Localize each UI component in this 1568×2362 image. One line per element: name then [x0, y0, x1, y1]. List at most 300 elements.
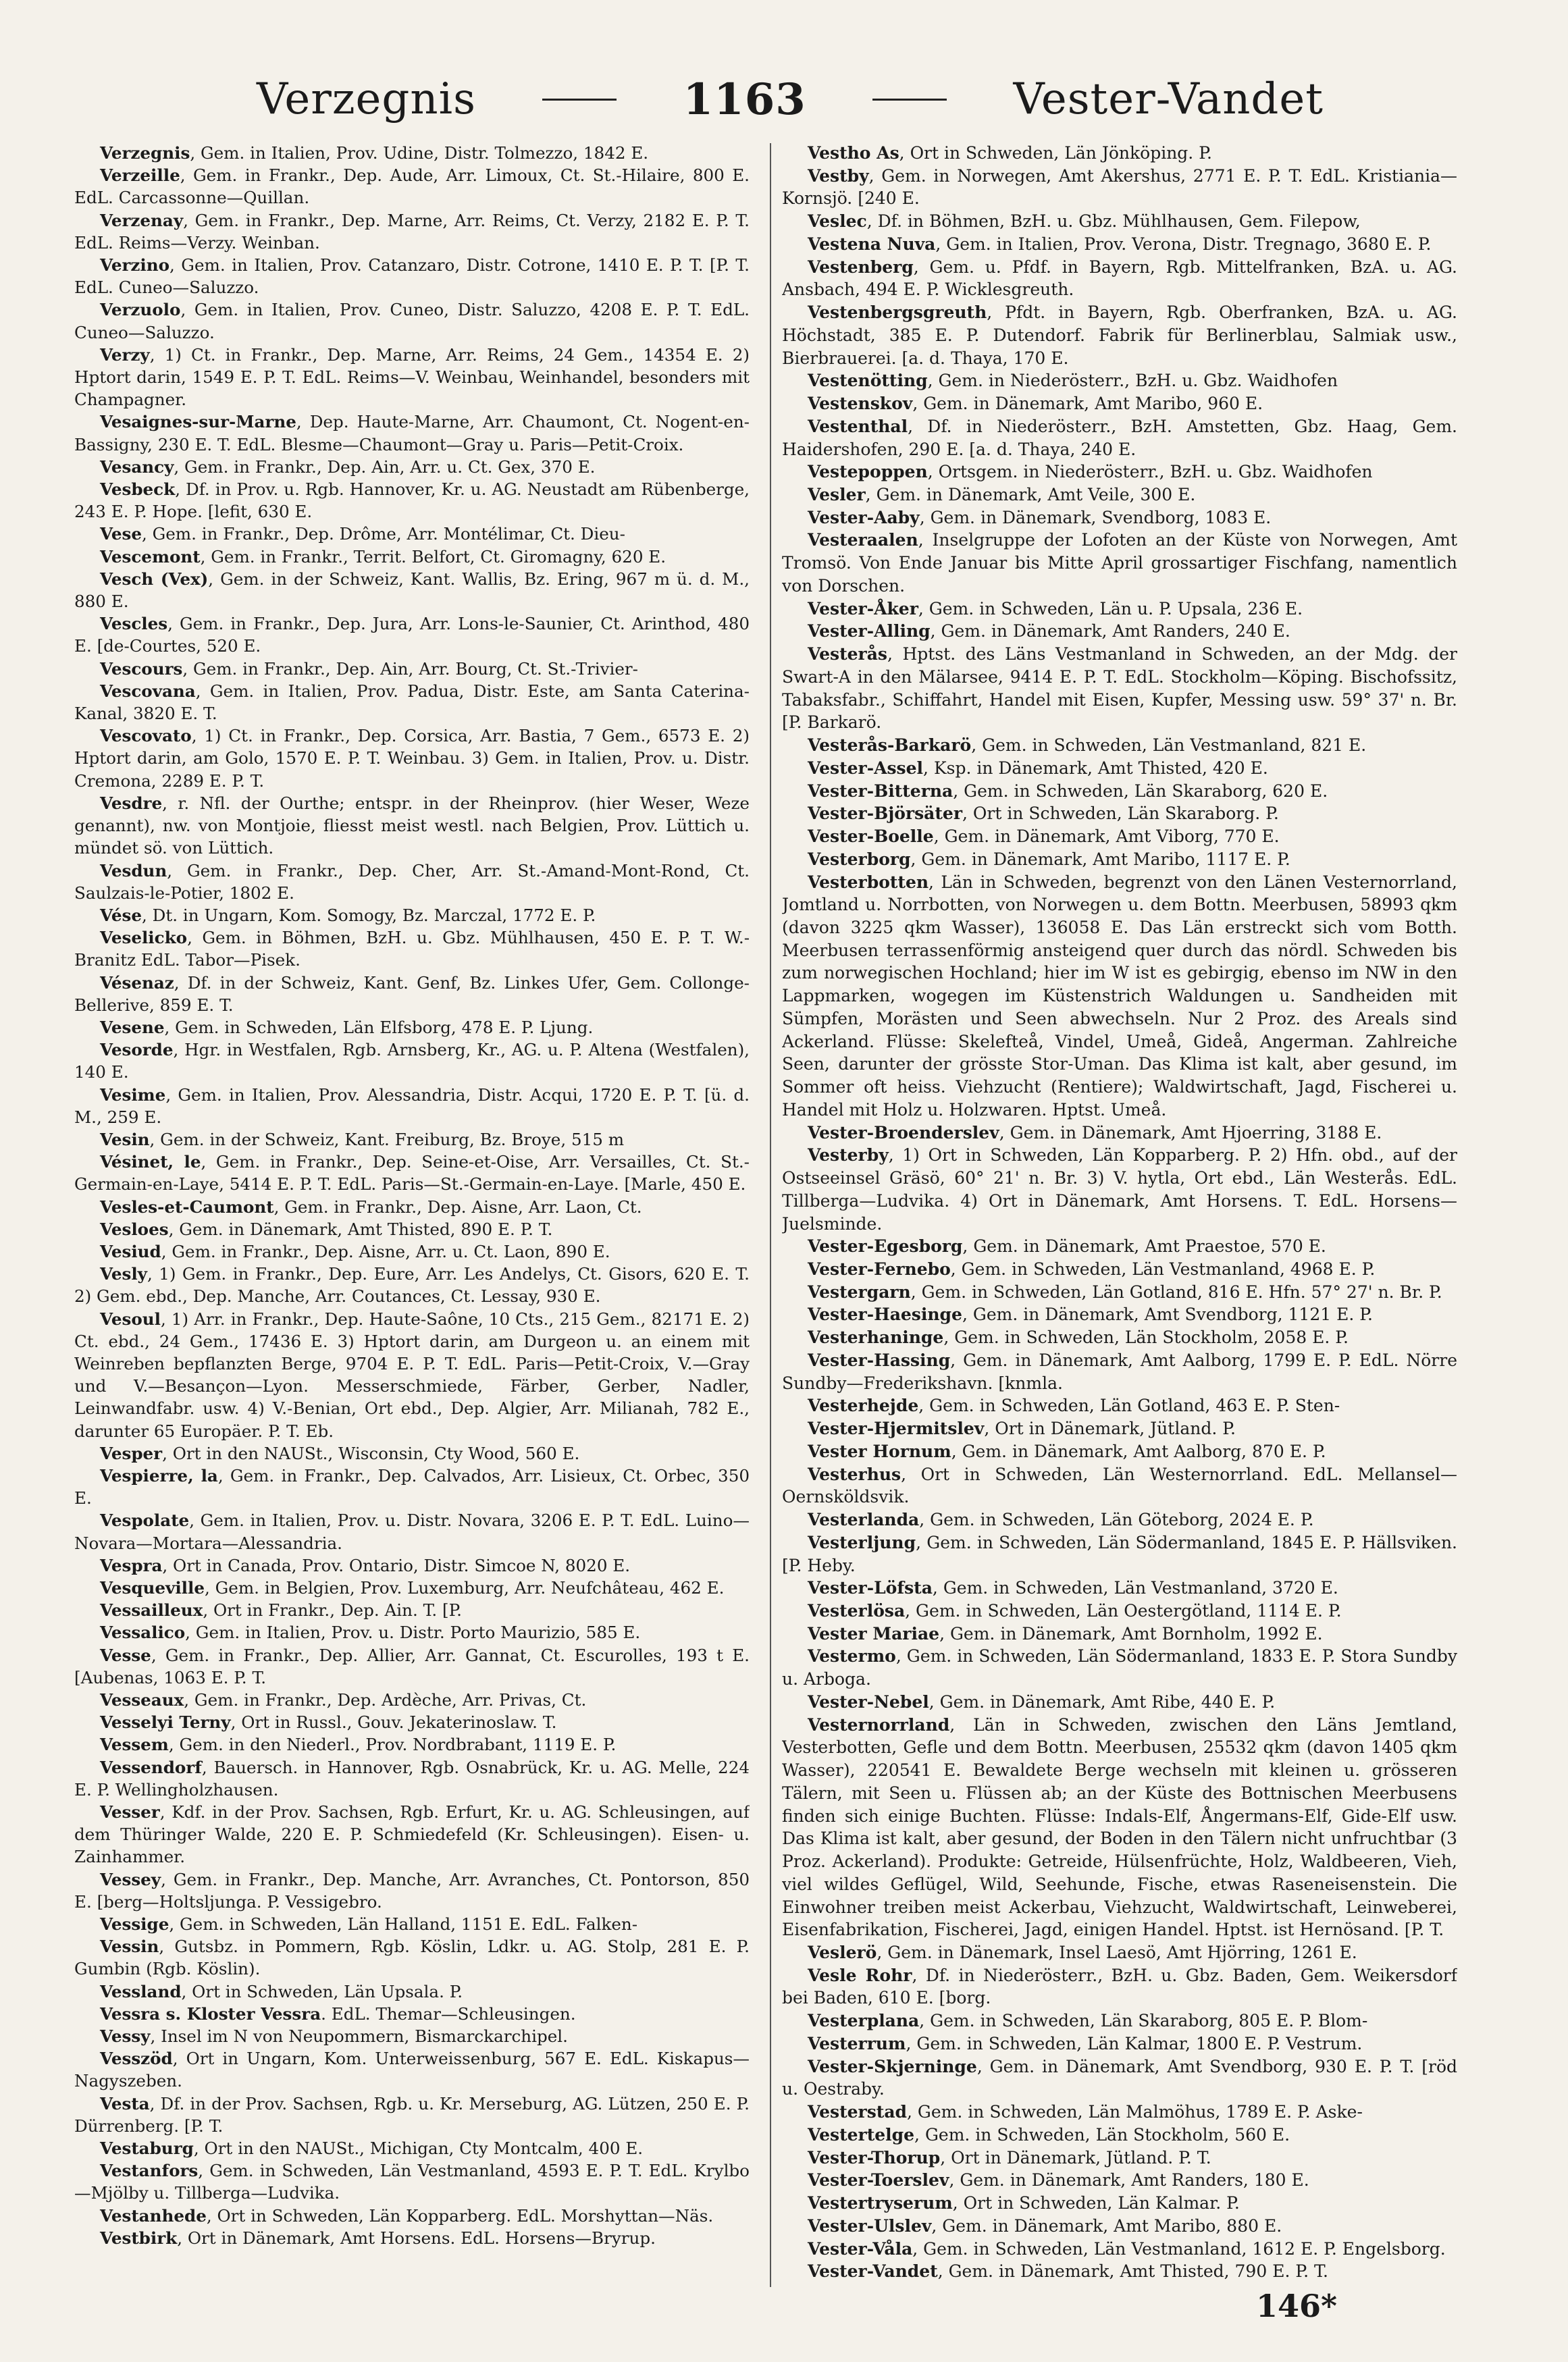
entry-text: , Gem. in Dänemark, Amt Bornholm, 1992 E.: [939, 1623, 1323, 1644]
dictionary-entry: [74, 725, 750, 792]
dictionary-entry: [782, 2010, 1457, 2032]
dictionary-entry: [74, 568, 750, 612]
entry-text: , Gem. in Frankr., Dep. Allier, Arr. Gannat, Ct. Escurolles, 193 t E. [Aubenas, 1063 E. P. T.: [74, 1645, 750, 1687]
entry-headword: Vesterhejde: [808, 1396, 919, 1416]
dictionary-entry: [74, 1263, 750, 1307]
entry-text: , Ort in den NAUSt., Wisconsin, Cty Wood, 560 E.: [162, 1443, 580, 1463]
entry-text: , 1) Ort in Schweden, Län Kopparberg. P. 2) Hfn. obd., auf der Ostseeinsel Gräsö, 60° 21' n. Br. 3) V. hytla, Ort ebd., Län Westerås. EdL. Tillberga—Ludvika. 4) Ort in Dänemark, Amt Horsens. T. EdL. Horsens—Juelsminde.: [782, 1145, 1457, 1234]
entry-text: , Län in Schweden, begrenzt von den Länen Vesternorrland, Jomtland u. Norrbotten, von Norwegen u. dem Bottn. Meerbusen, 58993 qkm (davon 3225 qkm Wasser), 136058 E. Das Län erstreckt sich vom Botth. Meerbusen terrassenförmig ansteigend quer durch das nördl. Schweden bis zum norwegischen Hochland; hier im W ist es gebirgig, ebenso im NW in den Lappmarken, wogegen im Küstenstrich Waldungen u. Sandheiden mit Sümpfen, Morästen und Seen abwechseln. Nur 2 Proz. des Areals sind Ackerland. Flüsse: Skelefteå, Vindel, Umeå, Gideå, Angerman. Zahlreiche Seen, darunter der grösste Stor-Uman. Das Klima ist kalt, aber gesund, im Sommer oft heiss. Viehzucht (Rentiere); Waldwirtschaft, Jagd, Fischerei u. Handel mit Holz u. Holzwaren. Hptst. Umeå.: [782, 872, 1457, 1120]
entry-headword: Vesterlösa: [808, 1601, 906, 1621]
entry-headword: Vesterplana: [808, 2011, 920, 2031]
entry-text: , Ort in Dänemark, Jütland. P.: [984, 1419, 1236, 1439]
entry-headword: Vesime: [100, 1084, 166, 1105]
dictionary-entry: [74, 1711, 750, 1733]
entry-headword: Verzy: [100, 344, 150, 365]
dictionary-entry: [782, 529, 1457, 597]
entry-text: , Gem. in Dänemark, Insel Laesö, Amt Hjörring, 1261 E.: [877, 1943, 1357, 1963]
dictionary-entry: [782, 1303, 1457, 1326]
dictionary-entry: [782, 825, 1457, 848]
entry-text: , Gem. in der Schweiz, Kant. Wallis, Bz. Ering, 967 m ü. d. M., 880 E.: [74, 569, 750, 612]
entry-text: , Gem. in Schweden, Län Vestmanland, 821 E.: [971, 735, 1367, 756]
entry-headword: Vestepoppen: [808, 462, 928, 482]
dictionary-entry: [74, 972, 750, 1016]
entry-text: , Ort in Ungarn, Kom. Unterweissenburg, 567 E. EdL. Kiskapus—Nagyszeben.: [74, 2049, 750, 2091]
entry-text: , Ort in Schweden, Län Kalmar. P.: [952, 2193, 1240, 2213]
dictionary-entry: [782, 1508, 1457, 1531]
entry-headword: Vestertelge: [808, 2124, 915, 2145]
entry-text: , r. Nfl. der Ourthe; entspr. in der Rheinprov. (hier Weser, Weze genannt), nw. von Montjoie, fliesst meist westl. nach Belgien, Prov. Lüttich u. mündet sö. von Lüttich.: [74, 793, 750, 858]
entry-headword: Vesterlanda: [808, 1510, 920, 1530]
dictionary-entry: [782, 2192, 1457, 2215]
dictionary-entry: [782, 1463, 1457, 1508]
entry-text: , Gem. in Schweden, Län Skaraborg, 620 E.: [953, 781, 1328, 801]
entry-headword: Vesene: [100, 1017, 165, 1037]
entry-headword: Vestenthal: [808, 416, 908, 436]
entry-headword: Vespra: [100, 1555, 163, 1575]
entry-headword: Vespolate: [100, 1511, 190, 1531]
dictionary-entry: [74, 1465, 750, 1509]
entry-text: , Ortsgem. in Niederösterr., BzH. u. Gbz. Waidhofen: [927, 462, 1373, 482]
entry-headword: Vestho As: [808, 143, 899, 163]
dictionary-entry: [782, 1531, 1457, 1577]
entry-text: , Gem. in Frankr., Dep. Marne, Arr. Reims, Ct. Verzy, 2182 E. P. T. EdL. Reims—Verzy. Weinban.: [74, 210, 750, 253]
entry-headword: Vesper: [100, 1443, 163, 1463]
dictionary-entry: [74, 2159, 750, 2204]
dictionary-entry: [782, 2215, 1457, 2238]
dictionary-entry: [74, 2025, 750, 2047]
dictionary-entry: [782, 301, 1457, 369]
dictionary-entry: [782, 848, 1457, 871]
dictionary-entry: [782, 142, 1457, 165]
entry-text: , Gem. in Belgien, Prov. Luxemburg, Arr. Neufchâteau, 462 E.: [205, 1578, 725, 1598]
dictionary-entry: [74, 658, 750, 680]
entry-text: , Df. in Niederösterr., BzH. u. Gbz. Baden, Gem. Weikersdorf bei Baden, 610 E. [borg.: [782, 1965, 1457, 2008]
entry-text: , Hptst. des Läns Vestmanland in Schweden, an der Mdg. der Swart-A in den Mälarsee, 9414 E. P. T. EdL. Stockholm—Köping. Bischofssitz, Tabaksfabr., Schiffahrt, Handel mit Eisen, Kupfer, Messing usw. 59° 37' n. Br. [P. Barkarö.: [782, 644, 1457, 733]
entry-headword: Vesler: [808, 485, 866, 505]
entry-headword: Vesterhus: [808, 1464, 901, 1484]
entry-headword: Vése: [100, 905, 142, 925]
entry-text: , 1) Gem. in Frankr., Dep. Eure, Arr. Les Andelys, Ct. Gisors, 620 E. T. 2) Gem. ebd., Dep. Manche, Arr. Coutances, Ct. Lessay, 930 E.: [74, 1264, 750, 1307]
entry-text: , Gem. in Frankr., Dep. Aisne, Arr. Laon, Ct.: [273, 1197, 642, 1217]
dictionary-entry: [74, 680, 750, 725]
dictionary-entry: [74, 1801, 750, 1868]
dictionary-entry: [74, 1621, 750, 1644]
dictionary-entry: [74, 1240, 750, 1263]
entry-text: . EdL. Themar—Schleusingen.: [321, 2003, 576, 2024]
dictionary-entry: [782, 1440, 1457, 1463]
entry-headword: Vessem: [100, 1735, 169, 1755]
entry-text: , Gem. in Schweden, Län Södermanland, 1833 E. P. Stora Sundby u. Arboga.: [782, 1646, 1457, 1689]
entry-headword: Vesszöd: [100, 2049, 173, 2069]
dictionary-entry: [74, 1689, 750, 1711]
entry-headword: Vester-Alling: [808, 621, 931, 641]
header-rule-right: [872, 99, 947, 101]
entry-headword: Vese: [100, 524, 142, 544]
entry-text: , Gem. in Dänemark, Amt Viborg, 770 E.: [933, 826, 1280, 847]
entry-text: , Dt. in Ungarn, Kom. Somogy, Bz. Marczal, 1772 E. P.: [141, 905, 596, 925]
entry-headword: Vesdre: [100, 793, 163, 813]
entry-text: , Gem. in Frankr., Dep. Ain, Arr. u. Ct. Gex, 370 E.: [174, 456, 596, 477]
entry-text: , Insel im N von Neupommern, Bismarckarchipel.: [150, 2026, 568, 2047]
entry-text: , Gem. in Schweden, Län u. P. Upsala, 236 E.: [918, 598, 1303, 619]
entry-headword: Vester-Toerslev: [808, 2170, 949, 2190]
dictionary-entry: [782, 210, 1457, 233]
dictionary-entry: [782, 2147, 1457, 2170]
entry-text: , Ort in Dänemark, Jütland. P. T.: [940, 2147, 1211, 2168]
dictionary-entry: [74, 1644, 750, 1689]
entry-text: , Gem. in Dänemark, Amt Maribo, 880 E.: [931, 2215, 1282, 2236]
dictionary-entry: [74, 1151, 750, 1195]
dictionary-entry: [74, 2003, 750, 2025]
entry-text: , Gem. in Dänemark, Amt Randers, 180 E.: [949, 2170, 1309, 2190]
dictionary-entry: [782, 165, 1457, 210]
entry-text: , Gem. in Schweden, Län Vestmanland, 1612 E. P. Engelsborg.: [912, 2238, 1446, 2259]
entry-headword: Vester-Aaby: [808, 507, 920, 527]
dictionary-entry: [782, 1281, 1457, 1304]
entry-text: , Gem. in Schweden, Län Gotland, 463 E. P. Sten-: [918, 1396, 1340, 1416]
entry-text: , Ort in Schweden, Län Westernorrland. EdL. Mellansel—Oernsköldsvik.: [782, 1464, 1457, 1507]
entry-text: , Bauersch. in Hannover, Rgb. Osnabrück, Kr. u. AG. Melle, 224 E. P. Wellingholzhausen.: [74, 1757, 750, 1800]
dictionary-entry: [74, 792, 750, 860]
entry-text: , Gem. in Schweden, Län Oestergötland, 1114 E. P.: [905, 1601, 1342, 1621]
entry-headword: Vestbirk: [100, 2228, 178, 2248]
entry-headword: Vessailleux: [100, 1600, 203, 1621]
entry-headword: Vessey: [100, 1869, 161, 1889]
entry-text: , Ort in Schweden, Län Kopparberg. EdL. Morshyttan—Näs.: [206, 2205, 714, 2226]
entry-text: , Gem. in Italien, Prov. Alessandria, Distr. Acqui, 1720 E. P. T. [ü. d. M., 259 E.: [74, 1084, 750, 1127]
entry-headword: Vestena Nuva: [808, 234, 936, 254]
entry-text: , Gem. in Niederösterr., BzH. u. Gbz. Waidhofen: [927, 371, 1338, 391]
entry-headword: Vester-Bitterna: [808, 781, 953, 801]
entry-headword: Vescours: [100, 658, 183, 679]
entry-headword: Vester Hornum: [808, 1441, 951, 1461]
entry-headword: Vestenberg: [808, 257, 914, 277]
entry-text: , Gem. in Schweden, Län Vestmanland, 3720 E.: [932, 1578, 1338, 1598]
dictionary-entry: [74, 2227, 750, 2249]
entry-headword: Vesser: [100, 1802, 160, 1822]
dictionary-entry: [782, 1623, 1457, 1646]
entry-headword: Vester-Hassing: [808, 1350, 951, 1370]
dictionary-entry: [782, 2101, 1457, 2124]
entry-text: , Gem. in Dänemark, Svendborg, 1083 E.: [919, 507, 1272, 527]
entry-headword: Vessin: [100, 1937, 159, 1957]
entry-headword: Vester-Fernebo: [808, 1259, 951, 1279]
dictionary-entry: [782, 802, 1457, 825]
entry-text: , Dep. Haute-Marne, Arr. Chaumont, Ct. Nogent-en-Bassigny, 230 E. T. EdL. Blesme—Chaumont—Gray u. Paris—Petit-Croix.: [74, 412, 750, 454]
entry-headword: Vesoul: [100, 1309, 161, 1329]
entry-headword: Vestergarn: [808, 1282, 911, 1302]
entry-headword: Vesles-et-Caumont: [100, 1197, 274, 1217]
entry-headword: Vesin: [100, 1129, 150, 1149]
page-header: [257, 62, 1324, 136]
dictionary-entry: [74, 1756, 750, 1801]
dictionary-entry: [74, 344, 750, 411]
entry-text: , Gem. in Dänemark, Amt Svendborg, 930 E. P. T. [röd u. Oestraby.: [782, 2056, 1457, 2099]
entry-text: , Gem. u. Pfdf. in Bayern, Rgb. Mittelfranken, BzA. u. AG. Ansbach, 494 E. P. Wicklesgreuth.: [782, 257, 1457, 300]
entry-text: , Gem. in Frankr., Dep. Manche, Arr. Avranches, Ct. Pontorson, 850 E. [berg—Holtsljunga. P. Vessigebro.: [74, 1869, 750, 1912]
entry-headword: Vesch (Vex): [100, 569, 209, 589]
entry-headword: Vesterrum: [808, 2033, 906, 2053]
entry-text: , Gem. in Frankr., Dep. Ain, Arr. Bourg, Ct. St.-Trivier-: [182, 658, 638, 679]
column-divider: [770, 143, 771, 2287]
entry-headword: Vessy: [100, 2026, 151, 2047]
dictionary-entry: [74, 2205, 750, 2227]
entry-headword: Vester-Skjerninge: [808, 2056, 977, 2076]
dictionary-entry: [782, 392, 1457, 415]
entry-text: , Gem. in Dänemark, Amt Praestoe, 570 E.: [962, 1236, 1326, 1257]
entry-text: , Gem. in Dänemark, Amt Thisted, 790 E. P. T.: [937, 2261, 1328, 2282]
entry-text: , Gem. in Dänemark, Amt Ribe, 440 E. P.: [929, 1691, 1276, 1712]
entry-text: , Gem. in Italien, Prov. u. Distr. Porto Maurizio, 585 E.: [185, 1623, 641, 1643]
entry-headword: Vessland: [100, 1981, 182, 2001]
entry-text: , Gem. in Frankr., Dep. Jura, Arr. Lons-le-Saunier, Ct. Arinthod, 480 E. [de-Courtes, 520 E.: [74, 614, 750, 656]
dictionary-entry: [782, 1258, 1457, 1281]
dictionary-entry: [74, 926, 750, 971]
entry-text: , Gem. in Schweden, Län Vestmanland, 4968 E. P.: [950, 1259, 1376, 1279]
dictionary-entry: [782, 461, 1457, 483]
dictionary-entry: [74, 2137, 750, 2159]
entry-headword: Vesbeck: [100, 479, 176, 500]
entry-headword: Vesterhaninge: [808, 1328, 944, 1348]
entry-text: , Gem. in Dänemark, Amt Randers, 240 E.: [930, 621, 1290, 641]
dictionary-entry: [782, 1600, 1457, 1623]
entry-text: , Gem. in Böhmen, BzH. u. Gbz. Mühlhausen, 450 E. P. T. W.-Branitz EdL. Tabor—Pisek.: [74, 928, 750, 970]
dictionary-entry: [74, 298, 750, 343]
entry-headword: Veslec: [808, 211, 867, 232]
entry-headword: Vester-Vandet: [808, 2261, 938, 2282]
entry-headword: Vessendorf: [100, 1757, 202, 1777]
dictionary-entry: [782, 506, 1457, 529]
dictionary-entry: [782, 256, 1457, 301]
entry-text: , Ort in Dänemark, Amt Horsens. EdL. Horsens—Bryrup.: [177, 2228, 656, 2248]
entry-text: , Df. in der Schweiz, Kant. Genf, Bz. Linkes Ufer, Gem. Collonge-Bellerive, 859 E. T.: [74, 972, 750, 1015]
dictionary-entry: [74, 1128, 750, 1151]
entry-headword: Vester-Nebel: [808, 1691, 929, 1712]
entry-headword: Verzino: [100, 255, 170, 275]
signature-mark: 146*: [1256, 2288, 1338, 2324]
dictionary-entry: [74, 523, 750, 545]
entry-headword: Vestaburg: [100, 2138, 194, 2159]
header-right-word: Vester-Vandet: [1013, 74, 1324, 124]
dictionary-entry: [74, 1084, 750, 1128]
entry-text: , Gem. in Frankr., Dep. Seine-et-Oise, Arr. Versailles, Ct. St.-Germain-en-Laye, 5414 E. P. T. EdL. Paris—St.-Germain-en-Laye. [Marle, 450 E.: [74, 1152, 750, 1195]
dictionary-entry: [782, 1714, 1457, 1941]
entry-text: , Df. in Prov. u. Rgb. Hannover, Kr. u. AG. Neustadt am Rübenberge, 243 E. P. Hope. [lefit, 630 E.: [74, 479, 750, 522]
entry-text: , Gem. in Dänemark, Amt Aalborg, 870 E. P.: [951, 1441, 1326, 1461]
entry-text: , Inselgruppe der Lofoten an der Küste von Norwegen, Amt Tromsö. Von Ende Januar bis Mitte April grossartiger Fischfang, namentlich von Dorschen.: [782, 530, 1457, 596]
entry-text: , Gem. in Schweden, Län Skaraborg, 805 E. P. Blom-: [919, 2011, 1368, 2031]
dictionary-entry: [782, 1964, 1457, 2010]
entry-text: , Gem. in Schweden, Län Halland, 1151 E. EdL. Falken-: [169, 1914, 638, 1935]
dictionary-entry: [74, 1913, 750, 1935]
entry-headword: Vester Mariae: [808, 1623, 940, 1644]
dictionary-entry: [74, 1599, 750, 1621]
dictionary-entry: [74, 411, 750, 455]
entry-headword: Vesta: [100, 2093, 150, 2114]
entry-headword: Vestertryserum: [808, 2193, 953, 2213]
dictionary-entry: [74, 1218, 750, 1240]
entry-headword: Vestermo: [808, 1646, 896, 1666]
dictionary-entry: [74, 1442, 750, 1465]
entry-text: , Df. in Böhmen, BzH. u. Gbz. Mühlhausen, Gem. Filepow,: [866, 211, 1361, 232]
dictionary-entry: [782, 233, 1457, 256]
entry-text: , Gem. in Frankr., Dep. Cher, Arr. St.-Amand-Mont-Rond, Ct. Saulzais-le-Potier, 1802 E.: [74, 860, 750, 903]
entry-text: , Gem. in Italien, Prov. Udine, Distr. Tolmezzo, 1842 E.: [190, 143, 649, 163]
dictionary-entry: [74, 2093, 750, 2137]
dictionary-entry: [74, 1039, 750, 1083]
entry-headword: Vescovana: [100, 681, 196, 701]
entry-headword: Vésinet, le: [100, 1152, 201, 1172]
dictionary-entry: [74, 860, 750, 904]
dictionary-entry: [782, 2055, 1457, 2101]
entry-text: , Ort in Schweden, Län Jönköping. P.: [899, 143, 1212, 163]
entry-text: , Gem. in Dänemark, Amt Veile, 300 E.: [865, 485, 1196, 505]
dictionary-entry: [782, 1349, 1457, 1394]
dictionary-entry: [74, 478, 750, 523]
entry-headword: Vesse: [100, 1645, 151, 1665]
entry-text: , Gem. in Frankr., Dep. Drôme, Arr. Montélimar, Ct. Dieu-: [141, 524, 625, 544]
entry-text: , Ort in Schweden, Län Upsala. P.: [181, 1981, 463, 2001]
entry-headword: Vesterby: [808, 1145, 889, 1165]
dictionary-entry: [74, 1509, 750, 1554]
dictionary-entry: [782, 871, 1457, 1122]
dictionary-entry: [74, 142, 750, 164]
right-column: [782, 142, 1457, 2289]
dictionary-entry: [782, 1645, 1457, 1690]
entry-text: , Gutsbz. in Pommern, Rgb. Köslin, Ldkr. u. AG. Stolp, 281 E. P. Gumbin (Rgb. Köslin).: [74, 1937, 750, 1979]
dictionary-entry: [782, 1394, 1457, 1417]
entry-headword: Vescles: [100, 614, 168, 634]
entry-text: , Ksp. in Dänemark, Amt Thisted, 420 E.: [923, 758, 1268, 778]
dictionary-entry: [782, 483, 1457, 506]
entry-text: , Gem. in Norwegen, Amt Akershus, 2771 E. P. T. EdL. Kristiania—Kornsjö. [240 E.: [782, 165, 1457, 209]
entry-text: , Gem. in Dänemark, Amt Hjoerring, 3188 E.: [999, 1122, 1382, 1143]
entry-headword: Vesiud: [100, 1241, 161, 1261]
entry-text: , 1) Ct. in Frankr., Dep. Marne, Arr. Reims, 24 Gem., 14354 E. 2) Hptort darin, 1549 E. P. T. EdL. Reims—V. Weinbau, Weinhandel, besonders mit Champagner.: [74, 344, 750, 410]
entry-headword: Vesancy: [100, 456, 174, 477]
entry-text: , Gem. in Frankr., Dep. Aude, Arr. Limoux, Ct. St.-Hilaire, 800 E. EdL. Carcassonne—Quillan.: [74, 165, 750, 208]
entry-headword: Vester-Åker: [808, 598, 918, 619]
dictionary-entry: [782, 643, 1457, 734]
entry-text: , Df. in der Prov. Sachsen, Rgb. u. Kr. Merseburg, AG. Lützen, 250 E. P. Dürrenberg. [P. T.: [74, 2093, 750, 2136]
entry-headword: Vester-Haesinge: [808, 1305, 962, 1325]
entry-headword: Vesle Rohr: [808, 1965, 912, 1985]
entry-headword: Vester-Våla: [808, 2238, 913, 2259]
entry-text: , Ort in Canada, Prov. Ontario, Distr. Simcoe N, 8020 E.: [162, 1555, 631, 1575]
entry-text: , Gem. in Dänemark, Amt Maribo, 1117 E. P.: [910, 849, 1290, 869]
entry-headword: Verzenay: [100, 210, 184, 230]
entry-headword: Vestanfors: [100, 2161, 199, 2181]
entry-text: , Ort in Russl., Gouv. Jekaterinoslaw. T.: [230, 1712, 557, 1733]
dictionary-entry: [782, 1577, 1457, 1600]
dictionary-entry: [74, 2047, 750, 2092]
entry-headword: Vesdun: [100, 860, 167, 881]
entry-headword: Vesloes: [100, 1219, 169, 1239]
entry-headword: Vésenaz: [100, 972, 174, 993]
entry-headword: Vesterljung: [808, 1532, 916, 1552]
dictionary-entry: [74, 1554, 750, 1577]
entry-text: , Gem. in Schweden, Län Vestmanland, 4593 E. P. T. EdL. Krylbo—Mjölby u. Tillberga—Ludvika.: [74, 2161, 750, 2203]
entry-headword: Vesly: [100, 1264, 147, 1284]
entry-text: , Gem. in Frankr., Dep. Ardèche, Arr. Privas, Ct.: [184, 1690, 587, 1710]
entry-text: , Kdf. in der Prov. Sachsen, Rgb. Erfurt, Kr. u. AG. Schleusingen, auf dem Thüringer Walde, 220 E. P. Schmiedefeld (Kr. Schleusingen). Eisen- u. Zainhammer.: [74, 1802, 750, 1867]
entry-text: , Gem. in Italien, Prov. Verona, Distr. Tregnago, 3680 E. P.: [935, 234, 1432, 254]
dictionary-entry: [782, 1326, 1457, 1349]
entry-text: , Gem. in Dänemark, Amt Thisted, 890 E. P. T.: [168, 1219, 553, 1239]
entry-text: , Pfdt. in Bayern, Rgb. Oberfranken, BzA. u. AG. Höchstadt, 385 E. P. Dutendorf. Fabrik für Berlinerblau, Salmiak usw., Bierbrauerei. [a. d. Thaya, 170 E.: [782, 303, 1457, 368]
dictionary-entry: [74, 612, 750, 657]
dictionary-entry: [74, 1016, 750, 1039]
dictionary-entry: [782, 757, 1457, 780]
entry-text: , 1) Ct. in Frankr., Dep. Corsica, Arr. Bastia, 7 Gem., 6573 E. 2) Hptort darin, am Golo, 1570 E. P. T. Weinbau. 3) Gem. in Italien, Prov. u. Distr. Cremona, 2289 E. P. T.: [74, 726, 750, 791]
entry-headword: Vesorde: [100, 1040, 174, 1060]
entry-headword: Vesaignes-sur-Marne: [100, 412, 296, 432]
entry-headword: Vester-Thorup: [808, 2147, 941, 2168]
entry-headword: Vester-Björsäter: [808, 804, 963, 824]
dictionary-entry: [74, 164, 750, 209]
entry-headword: Vesseaux: [100, 1690, 184, 1710]
entry-text: , Gem. in Italien, Prov. Padua, Distr. Este, am Santa Caterina-Kanal, 3820 E. T.: [74, 681, 750, 724]
entry-text: , Gem. in Schweden, Län Gotland, 816 E. Hfn. 57° 27' n. Br. P.: [910, 1282, 1442, 1302]
entry-text: , Ort in Schweden, Län Skaraborg. P.: [962, 804, 1279, 824]
entry-headword: Veselicko: [100, 928, 188, 948]
dictionary-entry: [782, 415, 1457, 461]
dictionary-entry: [782, 1941, 1457, 1964]
entry-headword: Vesternorrland: [808, 1714, 950, 1735]
dictionary-entry: [74, 1868, 750, 1913]
entry-headword: Vesteraalen: [808, 530, 918, 550]
dictionary-entry: [782, 734, 1457, 757]
entry-text: , Gem. in Dänemark, Amt Maribo, 960 E.: [912, 394, 1263, 414]
entry-text: , Gem. in Frankr., Dep. Calvados, Arr. Lisieux, Ct. Orbec, 350 E.: [74, 1465, 750, 1508]
dictionary-entry: [782, 598, 1457, 621]
dictionary-entry: [782, 620, 1457, 643]
dictionary-entry: [782, 2260, 1457, 2283]
dictionary-entry: [74, 1935, 750, 1980]
entry-headword: Verzegnis: [100, 143, 190, 163]
entry-headword: Vesterstad: [808, 2102, 908, 2122]
entry-text: , Hgr. in Westfalen, Rgb. Arnsberg, Kr., AG. u. P. Altena (Westfalen), 140 E.: [74, 1040, 750, 1082]
entry-headword: Vesterås-Barkarö: [808, 735, 972, 756]
entry-text: , Gem. in Schweden, Län Elfsborg, 478 E. P. Ljung.: [164, 1017, 594, 1037]
entry-text: , Gem. in Frankr., Dep. Aisne, Arr. u. Ct. Laon, 890 E.: [161, 1241, 610, 1261]
dictionary-entry: [782, 1417, 1457, 1440]
entry-headword: Vesqueville: [100, 1578, 205, 1598]
entry-text: , Gem. in Dänemark, Amt Aalborg, 1799 E. P. EdL. Nörre Sundby—Frederikshavn. [knmla.: [782, 1350, 1457, 1393]
entry-text: , Ort in Frankr., Dep. Ain. T. [P.: [203, 1600, 462, 1621]
entry-headword: Vescemont: [100, 546, 201, 567]
dictionary-entry: [74, 1196, 750, 1218]
page-number: 1163: [683, 74, 806, 125]
dictionary-entry: [782, 1122, 1457, 1145]
entry-headword: Vestenskov: [808, 394, 913, 414]
entry-text: , 1) Arr. in Frankr., Dep. Haute-Saône, 10 Cts., 215 Gem., 82171 E. 2) Ct. ebd., 24 Gem., 17436 E. 3) Hptort darin, am Durgeon u. an einem mit Weinreben bepflanzten Berge, 9704 E. P. T. EdL. Paris—Petit-Croix, V.—Gray und V.—Besançon—Lyon. Messerschmiede, Färber, Gerber, Nadler, Leinwandfabr. usw. 4) V.-Benian, Ort ebd., Dep. Algier, Arr. Milianah, 782 E., darunter 65 Europäer. P. T. Eb.: [74, 1309, 750, 1441]
entry-headword: Vesterås: [808, 644, 887, 664]
dictionary-entry: [74, 209, 750, 254]
dictionary-entry: [782, 2032, 1457, 2055]
entry-headword: Vestenbergsgreuth: [808, 303, 987, 323]
entry-text: , Gem. in Dänemark, Amt Svendborg, 1121 E. P.: [962, 1305, 1373, 1325]
entry-headword: Vesterborg: [808, 849, 911, 869]
dictionary-entry: [74, 1308, 750, 1442]
dictionary-entry: [74, 456, 750, 478]
entry-headword: Vessra s. Kloster Vessra: [100, 2003, 321, 2024]
entry-headword: Vesselyi Terny: [100, 1712, 231, 1733]
entry-text: , Gem. in Schweden, Län Kalmar, 1800 E. P. Vestrum.: [906, 2033, 1363, 2053]
entry-headword: Vessige: [100, 1914, 169, 1935]
entry-headword: Vester-Ulslev: [808, 2215, 932, 2236]
entry-headword: Vester-Hjermitslev: [808, 1419, 985, 1439]
